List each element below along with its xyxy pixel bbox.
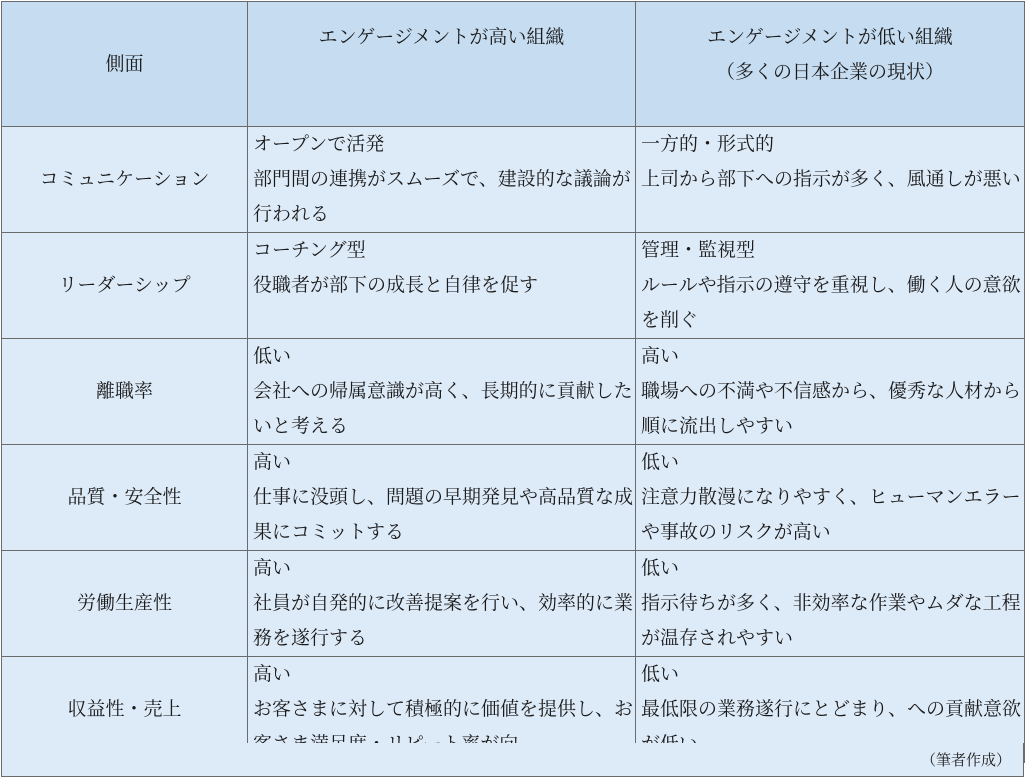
aspect-label: コミュニケーション [39,168,210,190]
row-aspect [2,127,248,233]
table-footer [1,743,1024,777]
low-text: 最低限の業務遂行にとどまり、への貢献意欲 [641,698,1022,720]
low-cell [636,127,1025,233]
aspect-label: 収益性・売上 [67,698,182,720]
high-text: 部門間の連携がスムーズで、建設的な議論が行われる [253,168,631,225]
source-credit: （筆者作成） [920,751,1011,769]
low-cell [636,551,1025,657]
header-aspect-label: 側面 [105,52,144,75]
low-text: 注意力散漫になりやすく、ヒューマンエラーや事故のリスクが高い [641,486,1021,543]
low-text: ルールや指示の遵守を重視し、働く人の意欲を削ぐ [641,274,1021,331]
aspect-label: 品質・安全性 [67,486,182,508]
engagement-comparison-table [1,1,1025,763]
high-cell [248,551,636,657]
high-text: お客さまに対して積極的に価値を提供し、お [253,698,634,720]
high-title: 高い [253,451,292,473]
aspect-label: 労働生産性 [76,592,172,614]
row-aspect [2,551,248,657]
low-title: 一方的・形式的 [641,133,775,155]
table-row [2,233,1025,339]
high-text: 役職者が部下の成長と自律を促す [253,274,539,296]
high-cell [248,445,636,551]
low-text: 指示待ちが多く、非効率な作業やムダな工程が温存されやすい [641,592,1021,649]
header-low-sublabel: （多くの日本企業の現状） [715,61,944,83]
header-low-label: エンゲージメントが低い組織 [707,26,953,48]
aspect-label: リーダーシップ [58,274,191,296]
low-cell [636,233,1025,339]
high-title: 高い [253,663,292,685]
low-title: 低い [641,451,680,473]
low-title: 低い [641,663,680,685]
header-high-label: エンゲージメントが高い組織 [318,26,565,48]
table-row [2,551,1025,657]
high-title: 低い [253,345,292,367]
high-title: オープンで活発 [253,133,385,155]
table-row [2,445,1025,551]
high-cell [248,127,636,233]
low-title: 高い [641,345,680,367]
row-aspect [2,339,248,445]
high-cell [248,339,636,445]
high-text: 仕事に没頭し、問題の早期発見や高品質な成果にコミットする [253,486,634,543]
high-title: コーチング型 [253,239,366,261]
low-title: 管理・監視型 [641,239,756,261]
table-row [2,127,1025,233]
table-header-row [2,2,1025,127]
low-title: 低い [641,557,680,579]
row-aspect [2,445,248,551]
high-cell [248,233,636,339]
header-aspect [2,2,248,127]
low-cell [636,445,1025,551]
table-row [2,339,1025,445]
high-title: 高い [253,557,292,579]
header-low-engagement [636,2,1025,127]
high-text: 会社への帰属意識が高く、長期的に貢献したいと考える [253,380,633,437]
low-text: 職場への不満や不信感から、優秀な人材から順に流出しやすい [641,380,1022,437]
row-aspect [2,233,248,339]
low-cell [636,339,1025,445]
high-text: 社員が自発的に改善提案を行い、効率的に業務を遂行する [253,592,634,649]
aspect-label: 離職率 [95,380,153,402]
header-high-engagement [248,2,636,127]
low-text: 上司から部下への指示が多く、風通しが悪い [641,168,1021,190]
